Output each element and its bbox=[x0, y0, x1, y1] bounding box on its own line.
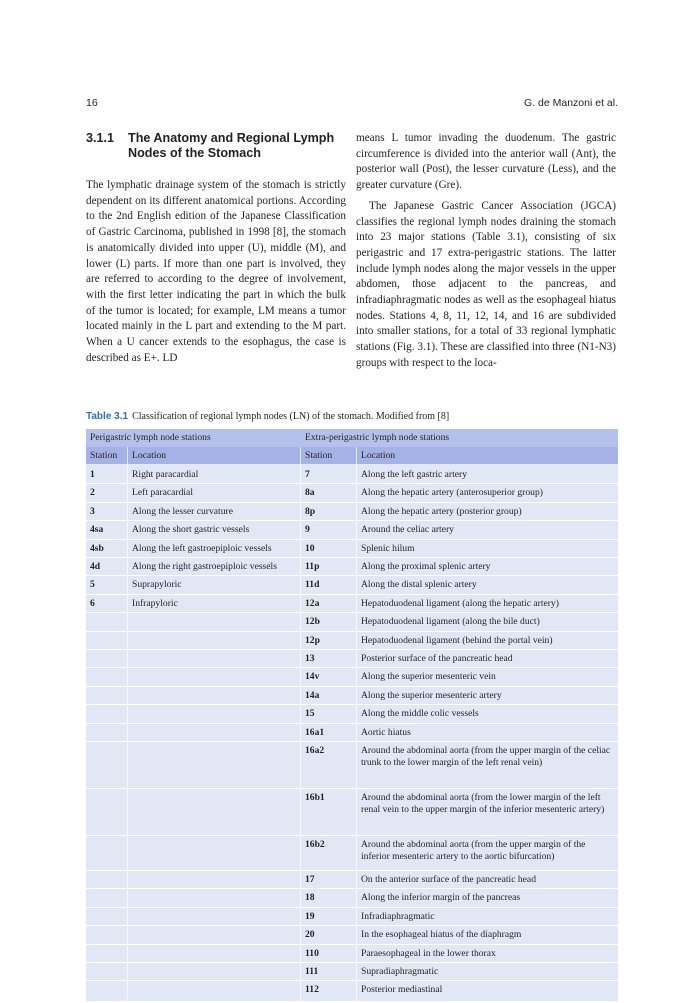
section-title: The Anatomy and Regional Lymph Nodes of the Stomach bbox=[128, 131, 335, 160]
table-row bbox=[86, 635, 618, 653]
row-divider bbox=[86, 870, 618, 871]
extra-perigastric-location: Aortic hiatus bbox=[361, 726, 411, 738]
table-column-header-row bbox=[86, 447, 618, 464]
table-row bbox=[86, 745, 618, 792]
perigastric-location: Along the right gastroepiploic vessels bbox=[132, 561, 277, 572]
perigastric-location: Left paracardial bbox=[132, 487, 193, 499]
perigastric-location: Right paracardial bbox=[132, 469, 199, 480]
row-divider bbox=[86, 925, 618, 926]
perigastric-station: 6 bbox=[90, 597, 95, 609]
perigastric-station: 5 bbox=[90, 579, 95, 591]
extra-perigastric-station: 20 bbox=[305, 929, 315, 941]
perigastric-station: 4d bbox=[90, 561, 101, 572]
table-row bbox=[86, 653, 618, 671]
extra-perigastric-location: Infradiaphragmatic bbox=[361, 910, 435, 922]
table-row bbox=[86, 616, 618, 634]
extra-perigastric-station: 8a bbox=[305, 487, 315, 499]
extra-perigastric-location: In the esophageal hiatus of the diaphragm bbox=[361, 929, 522, 941]
row-divider bbox=[86, 962, 618, 963]
perigastric-station: 3 bbox=[90, 505, 95, 517]
extra-perigastric-location: Along the superior mesenteric artery bbox=[361, 689, 502, 701]
row-divider bbox=[86, 539, 618, 540]
perigastric-location: Along the lesser curvature bbox=[132, 505, 233, 517]
row-divider bbox=[86, 944, 618, 945]
row-divider bbox=[86, 594, 618, 595]
extra-perigastric-location: Along the hepatic artery (posterior group) bbox=[361, 505, 522, 517]
col-header-station: Station bbox=[305, 450, 333, 461]
col-header-station: Station bbox=[90, 450, 118, 461]
row-divider bbox=[86, 575, 618, 576]
running-head bbox=[86, 97, 618, 111]
body-paragraph: The lymphatic drainage system of the stomach is strictly dependent on its different anatomical portions. According to the 2nd English edition of the Japanese Classification of Gastric Carcinoma, published in 1998 [8], the stomach is anatomically divided into upper (U), middle (M), and lower (L) parts. If more than one part is involved, they are referred to according to the degree of involvement, with the first letter indicating the part in which the bulk of the tumor is located; for example, LM means a tumor located mainly in the L part and extending to the M part. When a U cancer extends to the esophagus, the case is described as E+. LD bbox=[86, 179, 346, 364]
table-caption bbox=[86, 411, 626, 422]
table-row bbox=[86, 469, 618, 487]
row-divider bbox=[86, 835, 618, 836]
row-divider bbox=[86, 723, 618, 724]
extra-perigastric-location: Around the celiac artery bbox=[361, 524, 454, 536]
extra-perigastric-station: 8p bbox=[305, 505, 316, 517]
section-number: 3.1.1 bbox=[86, 131, 115, 145]
table-row bbox=[86, 690, 618, 708]
extra-perigastric-location: Splenic hilum bbox=[361, 542, 415, 554]
extra-perigastric-location: Posterior mediastinal bbox=[361, 984, 443, 996]
extra-perigastric-location: Along the left gastric artery bbox=[361, 469, 468, 480]
row-divider bbox=[86, 686, 618, 687]
row-divider bbox=[86, 557, 618, 558]
extra-perigastric-station: 19 bbox=[305, 910, 315, 922]
extra-perigastric-location: On the anterior surface of the pancreatic head bbox=[361, 874, 536, 885]
table-row bbox=[86, 874, 618, 892]
extra-perigastric-location: Around the abdominal aorta (from the upper margin of the inferior mesenteric artery to the aortic bifurcation) bbox=[361, 839, 586, 862]
row-divider bbox=[86, 649, 618, 650]
extra-perigastric-location: Hepatoduodenal ligament (along the bile duct) bbox=[361, 616, 540, 628]
extra-perigastric-station: 9 bbox=[305, 524, 310, 536]
extra-perigastric-station: 14v bbox=[305, 671, 320, 683]
extra-perigastric-station: 12a bbox=[305, 597, 320, 609]
extra-perigastric-station: 11p bbox=[305, 561, 320, 572]
row-divider bbox=[86, 520, 618, 521]
extra-perigastric-station: 11d bbox=[305, 579, 320, 591]
extra-perigastric-location: Around the abdominal aorta (from the lower margin of the left renal vein to the upper margin of the inferior mesenteric artery) bbox=[361, 792, 605, 815]
extra-perigastric-station: 16a1 bbox=[305, 726, 325, 738]
extra-perigastric-group-header: Extra-perigastric lymph node stations bbox=[305, 432, 450, 443]
table-row bbox=[86, 671, 618, 689]
row-divider bbox=[86, 631, 618, 632]
table-row bbox=[86, 839, 618, 874]
extra-perigastric-station: 110 bbox=[305, 947, 319, 959]
perigastric-location: Infrapyloric bbox=[132, 597, 178, 609]
perigastric-station: 4sb bbox=[90, 542, 104, 554]
body-paragraph: The Japanese Gastric Cancer Association (JGCA) classifies the regional lymph nodes draining the stomach into 23 major stations (Table 3.1), consisting of six perigastric and 17 extra-perigastric stations. The latter include lymph nodes along the major vessels in the upper abdomen, those adjacent to the pancreas, and infradiaphragmatic nodes as well as the esophageal hiatus nodes. Stations 4, 8, 11, 12, 14, and 16 are subdivided into smaller stations, for a total of 33 regional lymphatic stations (Fig. 3.1). These are classified into three (N1-N3) groups with respect to the loca- bbox=[356, 199, 616, 369]
extra-perigastric-station: 13 bbox=[305, 653, 315, 664]
extra-perigastric-station: 12b bbox=[305, 616, 320, 628]
table-row bbox=[86, 598, 618, 616]
extra-perigastric-station: 16a2 bbox=[305, 745, 325, 756]
row-divider bbox=[86, 788, 618, 789]
perigastric-location: Suprapyloric bbox=[132, 579, 182, 591]
extra-perigastric-station: 10 bbox=[305, 542, 315, 554]
body-paragraph: means L tumor invading the duodenum. The gastric circumference is divided into the anterior wall (Ant), the posterior wall (Post), the lesser curvature (Less), and the greater curvature (Gre). bbox=[356, 132, 616, 192]
col-header-location: Location bbox=[361, 450, 396, 461]
perigastric-station: 4sa bbox=[90, 524, 104, 536]
extra-perigastric-station: 7 bbox=[305, 469, 310, 480]
table-label: Table 3.1 bbox=[86, 411, 129, 422]
table-row bbox=[86, 708, 618, 726]
extra-perigastric-station: 15 bbox=[305, 708, 315, 720]
table-row bbox=[86, 524, 618, 542]
table-row bbox=[86, 792, 618, 839]
perigastric-group-header: Perigastric lymph node stations bbox=[90, 432, 211, 443]
table-row bbox=[86, 543, 618, 561]
left-column bbox=[86, 131, 346, 366]
extra-perigastric-station: 14a bbox=[305, 689, 320, 701]
extra-perigastric-location: Along the superior mesenteric vein bbox=[361, 671, 496, 683]
section-heading bbox=[86, 131, 346, 161]
row-divider bbox=[86, 612, 618, 613]
table-row bbox=[86, 579, 618, 597]
extra-perigastric-station: 112 bbox=[305, 984, 319, 996]
extra-perigastric-location: Along the inferior margin of the pancreas bbox=[361, 892, 521, 904]
extra-perigastric-station: 16b1 bbox=[305, 792, 325, 803]
table-row bbox=[86, 948, 618, 966]
extra-perigastric-station: 111 bbox=[305, 966, 319, 977]
lymph-node-table bbox=[86, 429, 618, 1001]
row-divider bbox=[86, 980, 618, 981]
right-column bbox=[356, 131, 616, 372]
table-caption-text: Classification of regional lymph nodes (LN) of the stomach. Modified from [8] bbox=[132, 411, 450, 422]
row-divider bbox=[86, 667, 618, 668]
col-header-location: Location bbox=[132, 450, 167, 461]
table-row bbox=[86, 929, 618, 947]
extra-perigastric-location: Along the hepatic artery (anterosuperior group) bbox=[361, 487, 543, 499]
extra-perigastric-location: Hepatoduodenal ligament (behind the portal vein) bbox=[361, 634, 553, 646]
row-divider bbox=[86, 907, 618, 908]
table-row bbox=[86, 506, 618, 524]
extra-perigastric-station: 12p bbox=[305, 634, 320, 646]
perigastric-location: Along the short gastric vessels bbox=[132, 524, 250, 536]
table-row bbox=[86, 487, 618, 505]
table-row bbox=[86, 984, 618, 1002]
extra-perigastric-location: Hepatoduodenal ligament (along the hepatic artery) bbox=[361, 597, 559, 609]
extra-perigastric-location: Along the middle colic vessels bbox=[361, 708, 479, 720]
extra-perigastric-location: Paraesophageal in the lower thorax bbox=[361, 947, 496, 959]
row-divider bbox=[86, 888, 618, 889]
row-divider bbox=[86, 704, 618, 705]
table-row bbox=[86, 966, 618, 984]
extra-perigastric-location: Around the abdominal aorta (from the upper margin of the celiac trunk to the lower margin of the left renal vein) bbox=[361, 745, 611, 768]
row-divider bbox=[86, 741, 618, 742]
table-group-header-row bbox=[86, 429, 618, 447]
page-number: 16 bbox=[86, 97, 98, 109]
extra-perigastric-location: Along the proximal splenic artery bbox=[361, 561, 491, 572]
row-divider bbox=[86, 483, 618, 484]
perigastric-station: 1 bbox=[90, 469, 95, 480]
extra-perigastric-station: 16b2 bbox=[305, 839, 325, 850]
table-row bbox=[86, 561, 618, 579]
extra-perigastric-station: 18 bbox=[305, 892, 315, 904]
extra-perigastric-location: Along the distal splenic artery bbox=[361, 579, 477, 591]
perigastric-station: 2 bbox=[90, 487, 95, 499]
table-row bbox=[86, 911, 618, 929]
row-divider bbox=[86, 502, 618, 503]
table-row bbox=[86, 727, 618, 745]
perigastric-location: Along the left gastroepiploic vessels bbox=[132, 542, 272, 554]
running-head-authors: G. de Manzoni et al. bbox=[524, 97, 618, 109]
extra-perigastric-station: 17 bbox=[305, 874, 315, 885]
extra-perigastric-location: Supradiaphragmatic bbox=[361, 966, 439, 977]
table-row bbox=[86, 892, 618, 910]
extra-perigastric-location: Posterior surface of the pancreatic head bbox=[361, 653, 513, 664]
